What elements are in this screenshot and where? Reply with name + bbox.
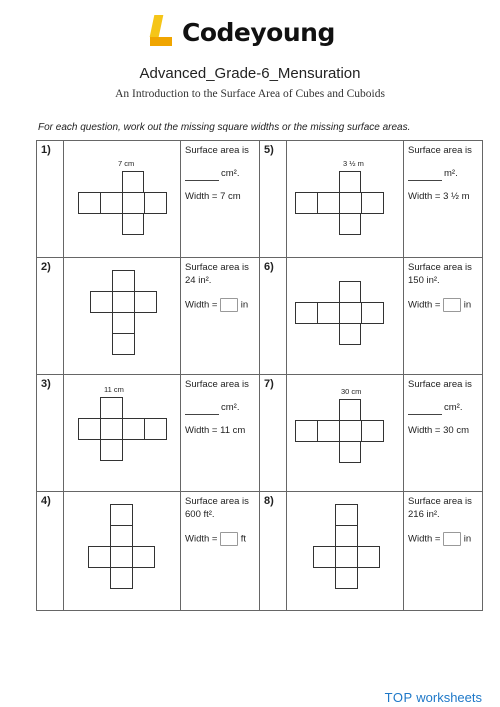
- width-unit: in: [463, 299, 472, 311]
- cube-net-figure: [64, 492, 181, 611]
- dimension-label: 30 cm: [341, 387, 362, 396]
- logo-mark-icon: [150, 15, 176, 49]
- question-number: 2): [37, 258, 64, 375]
- cube-net-figure: [64, 375, 181, 492]
- question-info: [181, 258, 260, 375]
- width-text: Width = 3 ½ m: [408, 190, 470, 202]
- question-number: 4): [37, 492, 64, 611]
- unit-text: cm².: [221, 167, 240, 179]
- brand-name: Codeyoung: [182, 17, 335, 47]
- question-info: [404, 141, 483, 258]
- width-label: Width =: [408, 299, 441, 311]
- surface-area-text: Surface area is: [408, 496, 472, 507]
- cube-net-figure: [287, 258, 404, 375]
- unit-text: cm².: [444, 401, 463, 413]
- question-number: 8): [260, 492, 287, 611]
- footer-watermark: [385, 690, 482, 705]
- given-area: 24 in².: [185, 274, 212, 286]
- width-unit: ft: [240, 533, 247, 545]
- footer-top: TOP: [384, 690, 413, 705]
- width-text: Width = 30 cm: [408, 424, 469, 436]
- dimension-label: 3 ½ m: [343, 159, 364, 168]
- width-label: Width =: [185, 533, 218, 545]
- surface-area-text: Surface area is: [408, 262, 472, 273]
- width-label: Width =: [185, 299, 218, 311]
- width-unit: in: [463, 533, 472, 545]
- dimension-label: 7 cm: [118, 159, 135, 168]
- surface-area-text: Surface area is: [408, 379, 472, 390]
- cube-net-figure: [64, 141, 181, 258]
- footer-worksheets: worksheets: [416, 690, 482, 705]
- answer-blank[interactable]: [185, 170, 219, 181]
- answer-blank[interactable]: [408, 170, 442, 181]
- cube-net-figure: [287, 492, 404, 611]
- width-unit: in: [240, 299, 249, 311]
- cube-net-figure: [287, 141, 404, 258]
- answer-box[interactable]: [443, 298, 461, 312]
- given-area: 216 in².: [408, 508, 440, 520]
- questions-grid: [36, 140, 483, 611]
- question-info: [404, 258, 483, 375]
- surface-area-text: Surface area is: [185, 379, 249, 390]
- answer-blank[interactable]: [408, 404, 442, 415]
- answer-box[interactable]: [220, 298, 238, 312]
- surface-area-text: Surface area is: [185, 145, 249, 156]
- question-info: [181, 492, 260, 611]
- width-text: Width = 7 cm: [185, 190, 241, 202]
- width-label: Width =: [408, 533, 441, 545]
- question-number: 3): [37, 375, 64, 492]
- question-info: [181, 141, 260, 258]
- width-text: Width = 11 cm: [185, 424, 246, 436]
- brand-logo: [150, 12, 335, 52]
- cube-net-figure: [287, 375, 404, 492]
- question-number: 6): [260, 258, 287, 375]
- unit-text: cm².: [221, 401, 240, 413]
- answer-box[interactable]: [443, 532, 461, 546]
- question-info: [404, 492, 483, 611]
- unit-text: m².: [444, 167, 458, 179]
- surface-area-text: Surface area is: [185, 496, 249, 507]
- question-info: [404, 375, 483, 492]
- instructions: For each question, work out the missing square widths or the missing surface areas.: [38, 122, 411, 133]
- cube-net-figure: [64, 258, 181, 375]
- dimension-label: 11 cm: [104, 385, 124, 394]
- question-number: 1): [37, 141, 64, 258]
- answer-blank[interactable]: [185, 404, 219, 415]
- document-subtitle: An Introduction to the Surface Area of Cubes and Cuboids: [115, 88, 385, 100]
- surface-area-text: Surface area is: [408, 145, 472, 156]
- question-number: 5): [260, 141, 287, 258]
- document-title: Advanced_Grade-6_Mensuration: [139, 65, 361, 82]
- given-area: 600 ft².: [185, 508, 215, 520]
- answer-box[interactable]: [220, 532, 238, 546]
- question-info: [181, 375, 260, 492]
- question-number: 7): [260, 375, 287, 492]
- surface-area-text: Surface area is: [185, 262, 249, 273]
- given-area: 150 in².: [408, 274, 440, 286]
